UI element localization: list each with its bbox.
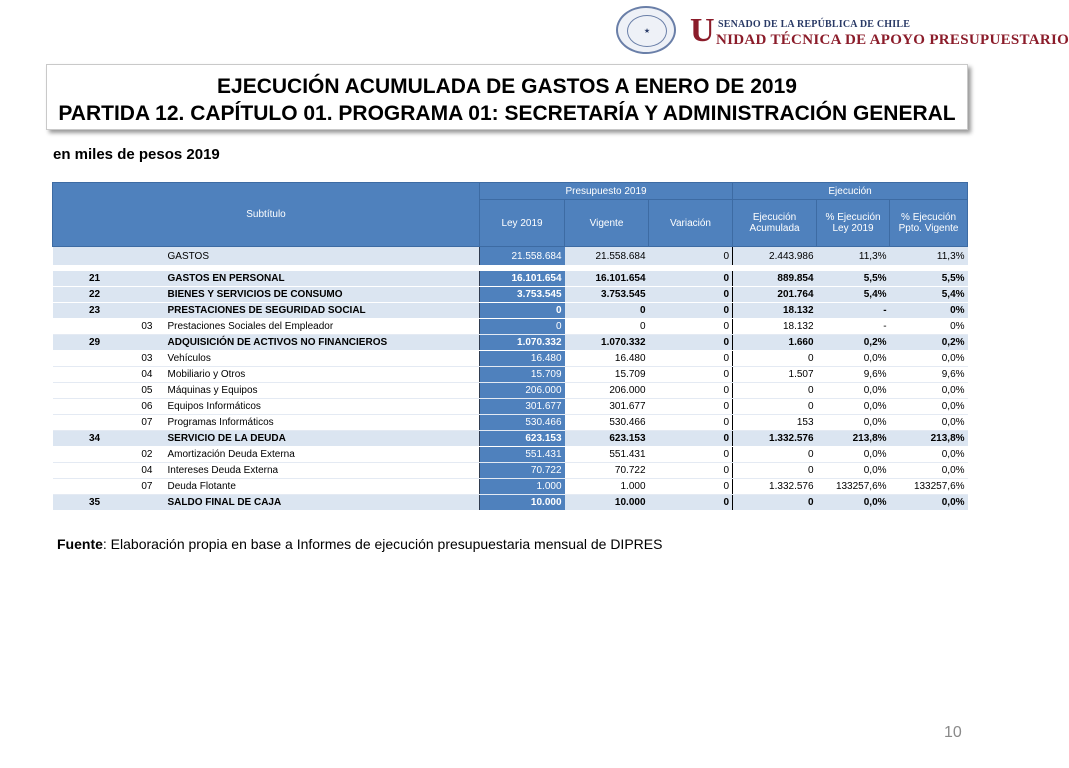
cell-variacion: 0 xyxy=(649,415,733,431)
cell-subtitulo: 21 xyxy=(53,271,137,287)
cell-pct-vigente: 0% xyxy=(890,319,968,335)
cell-ley: 0 xyxy=(480,319,565,335)
cell-ley: 16.480 xyxy=(480,351,565,367)
cell-ley: 15.709 xyxy=(480,367,565,383)
cell-item xyxy=(137,303,165,319)
logo-line-unidad: NIDAD TÉCNICA DE APOYO PRESUPUESTARIO xyxy=(716,32,1069,48)
cell-ley: 10.000 xyxy=(480,495,565,511)
header-pct-vigente: % Ejecución Ppto. Vigente xyxy=(890,200,968,247)
cell-subtitulo xyxy=(53,319,137,335)
table-row xyxy=(53,415,968,431)
cell-pct-vigente: 213,8% xyxy=(890,431,968,447)
cell-ley: 16.101.654 xyxy=(480,271,565,287)
cell-ley: 70.722 xyxy=(480,463,565,479)
table-row xyxy=(53,463,968,479)
cell-variacion: 0 xyxy=(649,271,733,287)
table-row xyxy=(53,495,968,511)
cell-subtitulo xyxy=(53,399,137,415)
budget-table-body xyxy=(53,247,968,511)
cell-pct-vigente: 0,0% xyxy=(890,415,968,431)
header-ley: Ley 2019 xyxy=(480,200,565,247)
cell-subtitulo: 29 xyxy=(53,335,137,351)
cell-pct-ley: 0,0% xyxy=(817,351,890,367)
title-box xyxy=(46,64,968,130)
logo-line-senado: SENADO DE LA REPÚBLICA DE CHILE xyxy=(718,19,911,30)
cell-ejecucion: 889.854 xyxy=(733,271,817,287)
table-row xyxy=(53,247,968,266)
header-subtitulo: Subtítulo xyxy=(53,183,480,247)
cell-vigente: 21.558.684 xyxy=(565,247,649,266)
senado-seal-logo xyxy=(616,6,676,54)
cell-pct-ley: 11,3% xyxy=(817,247,890,266)
cell-pct-vigente: 133257,6% xyxy=(890,479,968,495)
cell-denominacion: Equipos Informáticos xyxy=(165,399,480,415)
table-row xyxy=(53,479,968,495)
cell-vigente: 551.431 xyxy=(565,447,649,463)
cell-pct-ley: 0,0% xyxy=(817,399,890,415)
cell-ejecucion: 0 xyxy=(733,495,817,511)
logo-initial: U xyxy=(690,12,715,49)
cell-pct-ley: 5,5% xyxy=(817,271,890,287)
cell-pct-vigente: 0,0% xyxy=(890,447,968,463)
cell-pct-vigente: 0,2% xyxy=(890,335,968,351)
cell-vigente: 0 xyxy=(565,319,649,335)
cell-variacion: 0 xyxy=(649,247,733,266)
cell-variacion: 0 xyxy=(649,431,733,447)
cell-vigente: 206.000 xyxy=(565,383,649,399)
cell-ley: 206.000 xyxy=(480,383,565,399)
cell-item xyxy=(137,431,165,447)
cell-item xyxy=(137,247,165,266)
table-row xyxy=(53,335,968,351)
cell-subtitulo: 35 xyxy=(53,495,137,511)
cell-denominacion: Amortización Deuda Externa xyxy=(165,447,480,463)
cell-pct-ley: - xyxy=(817,319,890,335)
cell-subtitulo: 34 xyxy=(53,431,137,447)
cell-item xyxy=(137,335,165,351)
cell-ley: 3.753.545 xyxy=(480,287,565,303)
cell-subtitulo xyxy=(53,383,137,399)
cell-denominacion: SALDO FINAL DE CAJA xyxy=(165,495,480,511)
source-note xyxy=(57,536,662,552)
cell-item: 04 xyxy=(137,367,165,383)
cell-pct-vigente: 0% xyxy=(890,303,968,319)
cell-denominacion: Máquinas y Equipos xyxy=(165,383,480,399)
cell-subtitulo xyxy=(53,367,137,383)
cell-variacion: 0 xyxy=(649,383,733,399)
cell-variacion: 0 xyxy=(649,335,733,351)
cell-denominacion: Vehículos xyxy=(165,351,480,367)
cell-denominacion: Prestaciones Sociales del Empleador xyxy=(165,319,480,335)
cell-variacion: 0 xyxy=(649,367,733,383)
table-row xyxy=(53,383,968,399)
cell-pct-vigente: 0,0% xyxy=(890,399,968,415)
cell-subtitulo xyxy=(53,415,137,431)
table-row xyxy=(53,287,968,303)
cell-vigente: 3.753.545 xyxy=(565,287,649,303)
cell-vigente: 623.153 xyxy=(565,431,649,447)
cell-ley: 551.431 xyxy=(480,447,565,463)
cell-pct-vigente: 9,6% xyxy=(890,367,968,383)
cell-vigente: 16.480 xyxy=(565,351,649,367)
cell-variacion: 0 xyxy=(649,495,733,511)
cell-variacion: 0 xyxy=(649,287,733,303)
header-presupuesto: Presupuesto 2019 xyxy=(480,183,733,200)
cell-variacion: 0 xyxy=(649,303,733,319)
cell-subtitulo: 23 xyxy=(53,303,137,319)
cell-pct-ley: 0,2% xyxy=(817,335,890,351)
table-row xyxy=(53,319,968,335)
page-title-line1: EJECUCIÓN ACUMULADA DE GASTOS A ENERO DE 2019 xyxy=(217,75,797,98)
cell-pct-ley: 5,4% xyxy=(817,287,890,303)
cell-ley: 0 xyxy=(480,303,565,319)
seal-emblem-icon: ★ xyxy=(627,15,667,47)
cell-ley: 623.153 xyxy=(480,431,565,447)
cell-vigente: 15.709 xyxy=(565,367,649,383)
table-row xyxy=(53,431,968,447)
cell-ejecucion: 18.132 xyxy=(733,303,817,319)
cell-pct-ley: 9,6% xyxy=(817,367,890,383)
cell-item: 03 xyxy=(137,319,165,335)
table-row xyxy=(53,351,968,367)
cell-ley: 1.070.332 xyxy=(480,335,565,351)
cell-ejecucion: 1.660 xyxy=(733,335,817,351)
header-variacion: Variación xyxy=(649,200,733,247)
cell-ley: 530.466 xyxy=(480,415,565,431)
cell-ley: 1.000 xyxy=(480,479,565,495)
cell-subtitulo: 22 xyxy=(53,287,137,303)
cell-ley: 301.677 xyxy=(480,399,565,415)
cell-variacion: 0 xyxy=(649,463,733,479)
cell-pct-vigente: 5,5% xyxy=(890,271,968,287)
cell-pct-ley: 0,0% xyxy=(817,495,890,511)
cell-item: 02 xyxy=(137,447,165,463)
header-pct-ley: % Ejecución Ley 2019 xyxy=(817,200,890,247)
cell-vigente: 10.000 xyxy=(565,495,649,511)
page-number: 10 xyxy=(944,724,962,741)
header-ejecucion: Ejecución xyxy=(733,183,968,200)
cell-pct-ley: 0,0% xyxy=(817,383,890,399)
cell-ejecucion: 153 xyxy=(733,415,817,431)
cell-ejecucion: 1.507 xyxy=(733,367,817,383)
budget-table xyxy=(52,182,968,511)
cell-denominacion: Intereses Deuda Externa xyxy=(165,463,480,479)
cell-pct-ley: 133257,6% xyxy=(817,479,890,495)
cell-vigente: 301.677 xyxy=(565,399,649,415)
cell-denominacion: Deuda Flotante xyxy=(165,479,480,495)
table-row xyxy=(53,367,968,383)
cell-ejecucion: 2.443.986 xyxy=(733,247,817,266)
cell-vigente: 16.101.654 xyxy=(565,271,649,287)
cell-vigente: 530.466 xyxy=(565,415,649,431)
cell-item xyxy=(137,287,165,303)
cell-denominacion: PRESTACIONES DE SEGURIDAD SOCIAL xyxy=(165,303,480,319)
cell-item: 04 xyxy=(137,463,165,479)
cell-variacion: 0 xyxy=(649,447,733,463)
cell-ejecucion: 0 xyxy=(733,447,817,463)
cell-item: 03 xyxy=(137,351,165,367)
cell-item xyxy=(137,495,165,511)
cell-pct-ley: 213,8% xyxy=(817,431,890,447)
cell-pct-ley: - xyxy=(817,303,890,319)
table-row xyxy=(53,399,968,415)
units-label: en miles de pesos 2019 xyxy=(53,146,220,163)
cell-pct-vigente: 0,0% xyxy=(890,351,968,367)
table-row xyxy=(53,303,968,319)
cell-pct-vigente: 5,4% xyxy=(890,287,968,303)
cell-item: 07 xyxy=(137,479,165,495)
header-vigente: Vigente xyxy=(565,200,649,247)
cell-subtitulo xyxy=(53,351,137,367)
cell-denominacion: BIENES Y SERVICIOS DE CONSUMO xyxy=(165,287,480,303)
cell-denominacion: SERVICIO DE LA DEUDA xyxy=(165,431,480,447)
cell-denominacion: GASTOS EN PERSONAL xyxy=(165,271,480,287)
source-label: Fuente xyxy=(57,536,103,552)
cell-ejecucion: 1.332.576 xyxy=(733,479,817,495)
table-row xyxy=(53,447,968,463)
cell-variacion: 0 xyxy=(649,479,733,495)
cell-pct-vigente: 11,3% xyxy=(890,247,968,266)
cell-subtitulo xyxy=(53,447,137,463)
cell-variacion: 0 xyxy=(649,399,733,415)
cell-item: 06 xyxy=(137,399,165,415)
cell-denominacion: Programas Informáticos xyxy=(165,415,480,431)
cell-ejecucion: 0 xyxy=(733,383,817,399)
cell-denominacion: ADQUISICIÓN DE ACTIVOS NO FINANCIEROS xyxy=(165,335,480,351)
cell-pct-ley: 0,0% xyxy=(817,447,890,463)
cell-ejecucion: 0 xyxy=(733,463,817,479)
cell-ejecucion: 201.764 xyxy=(733,287,817,303)
cell-item xyxy=(137,271,165,287)
cell-denominacion: Mobiliario y Otros xyxy=(165,367,480,383)
cell-vigente: 70.722 xyxy=(565,463,649,479)
cell-vigente: 1.070.332 xyxy=(565,335,649,351)
cell-pct-vigente: 0,0% xyxy=(890,383,968,399)
cell-pct-ley: 0,0% xyxy=(817,463,890,479)
cell-ejecucion: 1.332.576 xyxy=(733,431,817,447)
cell-pct-vigente: 0,0% xyxy=(890,495,968,511)
cell-denominacion: GASTOS xyxy=(165,247,480,266)
cell-item: 05 xyxy=(137,383,165,399)
page-title-line2: PARTIDA 12. CAPÍTULO 01. PROGRAMA 01: SECRETARÍA Y ADMINISTRACIÓN GENERAL xyxy=(58,102,956,125)
cell-pct-vigente: 0,0% xyxy=(890,463,968,479)
cell-ejecucion: 0 xyxy=(733,351,817,367)
cell-ejecucion: 0 xyxy=(733,399,817,415)
header-ejecucion-acumulada: Ejecución Acumulada xyxy=(733,200,817,247)
cell-vigente: 0 xyxy=(565,303,649,319)
source-text: : Elaboración propia en base a Informes de ejecución presupuestaria mensual de DIPRES xyxy=(102,536,663,552)
cell-subtitulo xyxy=(53,479,137,495)
cell-variacion: 0 xyxy=(649,319,733,335)
cell-variacion: 0 xyxy=(649,351,733,367)
cell-vigente: 1.000 xyxy=(565,479,649,495)
table-row xyxy=(53,271,968,287)
cell-subtitulo xyxy=(53,463,137,479)
cell-pct-ley: 0,0% xyxy=(817,415,890,431)
cell-item: 07 xyxy=(137,415,165,431)
cell-ejecucion: 18.132 xyxy=(733,319,817,335)
cell-ley: 21.558.684 xyxy=(480,247,565,266)
cell-subtitulo xyxy=(53,247,137,266)
